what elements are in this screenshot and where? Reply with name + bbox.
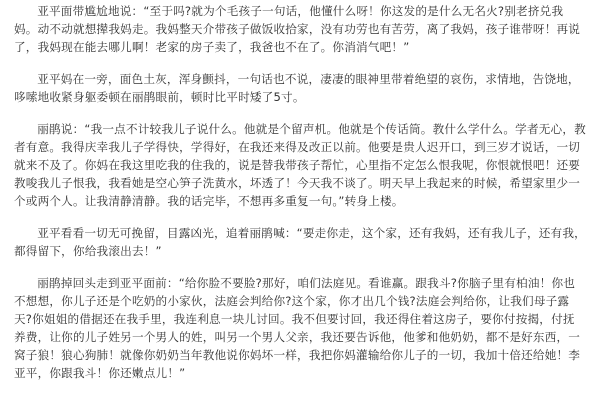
paragraph-4: 亚平看看一切无可挽留，目露凶光，追着丽鹃喊：“要走你走，这个家，还有我妈，还有我儿子，还有我，都得留下，你给我滚出去！” bbox=[14, 226, 586, 258]
paragraph-2: 亚平妈在一旁，面色土灰，浑身颤抖，一句话也不说，凄凄的眼神里带着绝望的哀伤，求情地，告饶地，哆嗦地收紧身躯委顿在丽鹃眼前，顿时比平时矮了5寸。 bbox=[14, 72, 580, 104]
paragraph-5: 丽鹃掉回头走到亚平面前：“给你脸不要脸?那好，咱们法庭见。看谁赢。跟我斗?你脑子里有柏油！你也不想想，你儿子还是个吃奶的小家伙，法庭会判给你?这个家，你才出几个钱?法庭会判给你，让我们母子露天?你姐姐的借据还在我手里，我连利息一块儿讨回。我不但要讨回，我还得住着这房子，要你付按揭，付抚养费，让你的儿子姓另一个男人的姓，叫另一个男人父亲，我还要告诉他，他爹和他奶奶，都不是好东西，一窝子狼！狼心狗肺！就像你奶奶当年教他说你妈坏一样，我把你妈灌输给你儿子的一切，我加十倍还给她！李亚平，你跟我斗！你还嫩点儿！” bbox=[14, 276, 581, 380]
paragraph-1: 亚平面带尴尬地说：“至于吗?就为个毛孩子一句话，他懂什么呀！你这发的是什么无名火?别老挤兑我妈。动不动就想撵我妈走。我妈整天介带孩子做饭收拾家，没有功劳也有苦劳，离了我妈，孩子谁带呀！再说了，我妈现在能去哪儿啊！老家的房子卖了，我爸也不在了。你消消气吧！” bbox=[14, 4, 581, 54]
paragraph-3: 丽鹃说：“我一点不计较我儿子说什么。他就是个留声机。他就是个传话筒。教什么学什么。学者无心，教者有意。我得庆幸我儿子学得快，学得好，在我还来得及改正以前。他要是贵人迟开口，到三岁才说话，一切就来不及了。你妈在我这里吃我的住我的，说是替我带孩子帮忙，心里指不定怎么恨我呢，你恨就恨吧！还要教唆我儿子恨我，我看她是空心笋子洗黄水，坏透了！今天我不谈了。明天早上我起来的时候，希望家里少一个或两个人。让我清静清静。我的话完毕，不想再多重复一句。”转身上楼。 bbox=[14, 122, 586, 208]
